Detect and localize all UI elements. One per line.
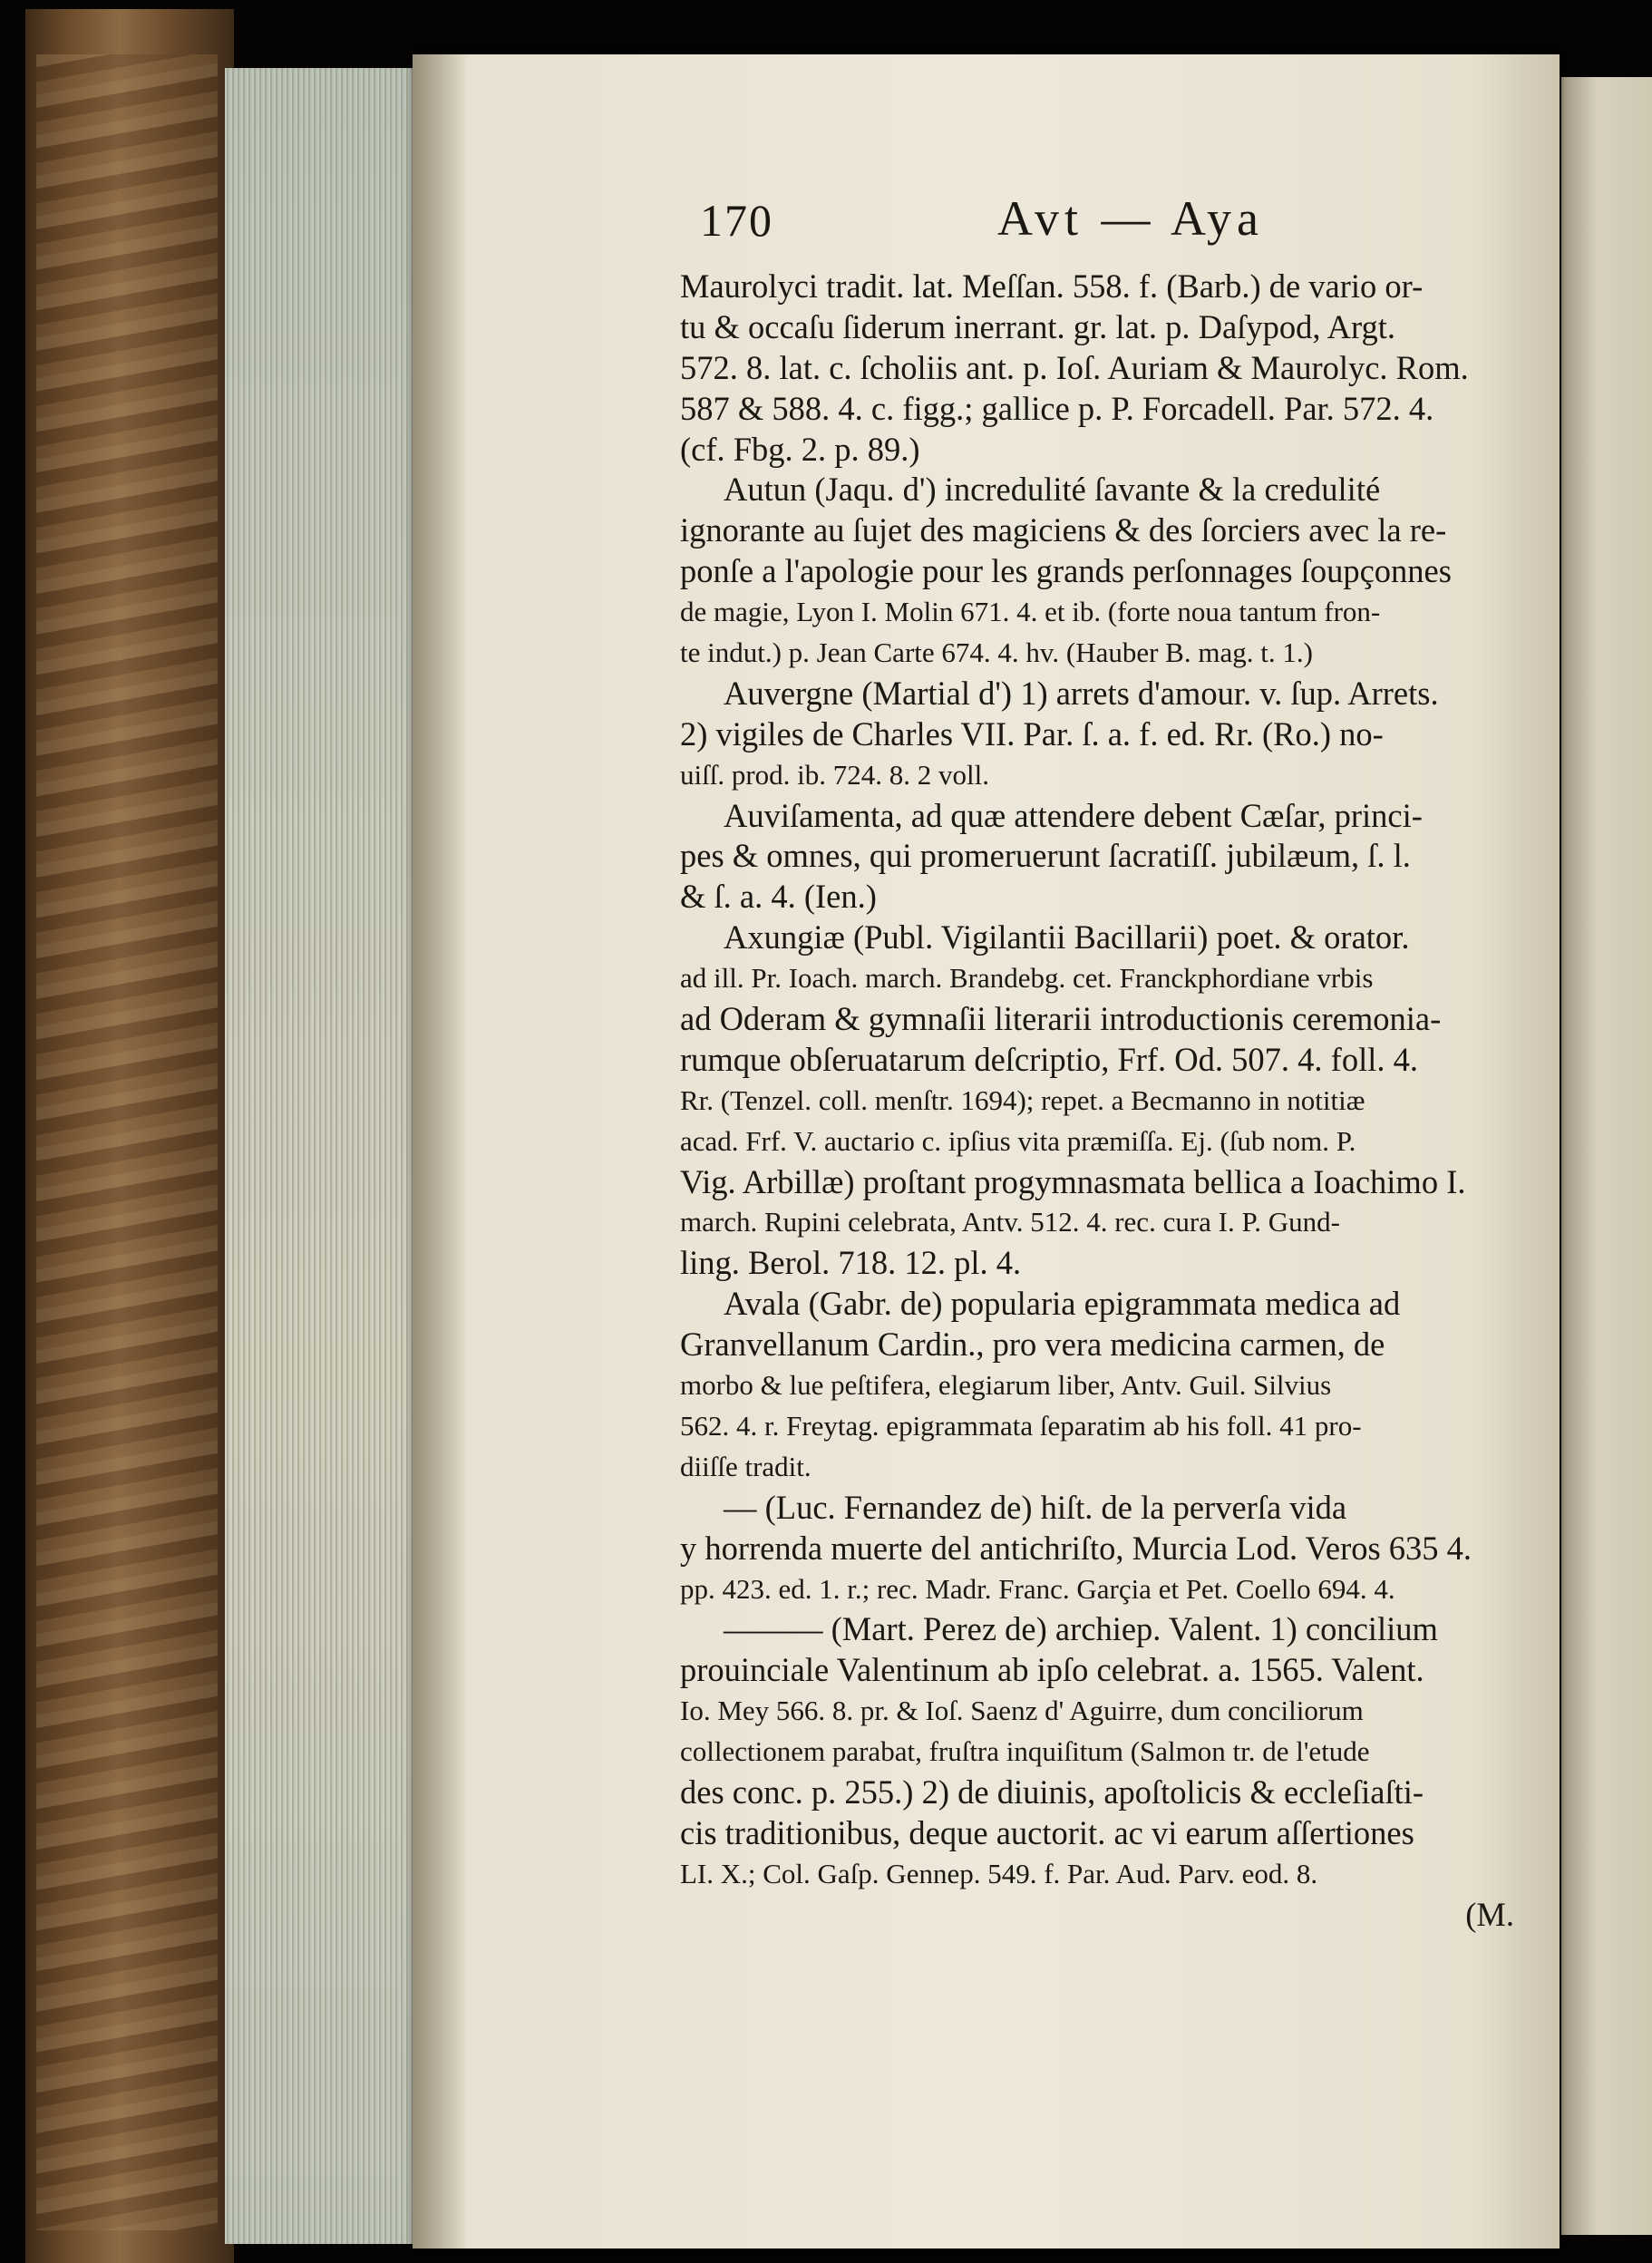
text-line: te indut.) p. Jean Carte 674. 4. hv. (Hauber B. mag. t. 1.) — [680, 636, 1313, 669]
entry-line: Autun (Jaqu. d') incredulité ſavante & la credulité — [724, 471, 1381, 509]
gutter-shadow — [413, 54, 467, 2248]
catchword: (M. — [1465, 1895, 1514, 1933]
text-line: de magie, Lyon I. Molin 671. 4. et ib. (forte noua tantum fron- — [680, 596, 1381, 628]
text-line: march. Rupini celebrata, Antv. 512. 4. rec. cura I. P. Gund- — [680, 1206, 1341, 1238]
entry-line: Auviſamenta, ad quæ attendere debent Cæſar, princi- — [724, 796, 1423, 834]
text-line: Vig. Arbillæ) proſtant progymnasmata bellica a Ioachimo I. — [680, 1162, 1466, 1200]
text-line: pp. 423. ed. 1. r.; rec. Madr. Franc. Garçia et Pet. Coello 694. 4. — [680, 1572, 1395, 1605]
text-line: des conc. p. 255.) 2) de diuinis, apoſtolicis & eccleſiaſti- — [680, 1773, 1424, 1811]
text-line: ad Oderam & gymnaſii literarii introductionis ceremonia- — [680, 1000, 1442, 1038]
page-text-block — [680, 181, 1541, 1936]
entry-line: Auvergne (Martial d') 1) arrets d'amour. v. ſup. Arrets. — [724, 674, 1439, 712]
text-line: 2) vigiles de Charles VII. Par. ſ. a. f. ed. Rr. (Ro.) no- — [680, 714, 1384, 753]
text-line: Io. Mey 566. 8. pr. & Ioſ. Saenz d' Aguirre, dum conciliorum — [680, 1695, 1364, 1727]
page-number: 170 — [700, 195, 773, 246]
text-line: y horrenda muerte del antichriſto, Murcia Lod. Veros 635 4. — [680, 1529, 1472, 1567]
text-line: cis traditionibus, deque auctorit. ac vi earum aſſertiones — [680, 1813, 1414, 1851]
text-line: Rr. (Tenzel. coll. menſtr. 1694); repet. a Becmanno in notitiæ — [680, 1083, 1365, 1116]
text-line: Maurolyci tradit. lat. Meſſan. 558. f. (Barb.) de vario or- — [680, 267, 1424, 305]
entry-line: Axungiæ (Publ. Vigilantii Bacillarii) poet. & orator. — [724, 918, 1410, 957]
text-line: morbo & lue peſtifera, elegiarum liber, Antv. Guil. Silvius — [680, 1369, 1332, 1402]
text-line: (cf. Fbg. 2. p. 89.) — [680, 430, 920, 468]
text-line: diiſſe tradit. — [680, 1450, 811, 1482]
text-line: 562. 4. r. Freytag. epigrammata ſeparatim ab his foll. 41 pro- — [680, 1409, 1362, 1442]
facing-page-edge — [1561, 77, 1652, 2235]
text-line: uiſſ. prod. ib. 724. 8. 2 voll. — [680, 758, 989, 791]
text-line: ling. Berol. 718. 12. pl. 4. — [680, 1244, 1022, 1282]
running-head: Avt — Aya — [997, 191, 1265, 246]
entry-line: — (Luc. Fernandez de) hiſt. de la perverſa vida — [724, 1488, 1347, 1526]
text-line: tu & occaſu ſiderum inerrant. gr. lat. p. Daſypod, Argt. — [680, 307, 1395, 345]
text-line: 572. 8. lat. c. ſcholiis ant. p. Ioſ. Auriam & Maurolyc. Rom. — [680, 348, 1469, 386]
text-line: 587 & 588. 4. c. figg.; gallice p. P. Forcadell. Par. 572. 4. — [680, 389, 1434, 427]
text-line: LI. X.; Col. Gaſp. Gennep. 549. f. Par. Aud. Parv. eod. 8. — [680, 1857, 1318, 1889]
text-line: ad ill. Pr. Ioach. march. Brandebg. cet. Franckphordiane vrbis — [680, 962, 1374, 995]
text-line: rumque obſeruatarum deſcriptio, Frf. Od. 507. 4. foll. 4. — [680, 1040, 1418, 1078]
text-line: acad. Frf. V. auctario c. ipſius vita præmiſſa. Ej. (ſub nom. P. — [680, 1124, 1356, 1157]
binding-marbling — [36, 54, 218, 2230]
text-line: prouinciale Valentinum ab ipſo celebrat. a. 1565. Valent. — [680, 1651, 1424, 1689]
text-line: Granvellanum Cardin., pro vera medicina carmen, de — [680, 1326, 1385, 1364]
text-line: ignorante au ſujet des magiciens & des ſorciers avec la re- — [680, 511, 1447, 549]
text-line: collectionem parabat, fruſtra inquiſitum (Salmon tr. de l'etude — [680, 1735, 1370, 1768]
entry-line: ——— (Mart. Perez de) archiep. Valent. 1) concilium — [724, 1610, 1438, 1648]
page-edges-tint — [225, 68, 417, 2244]
text-line: pes & omnes, qui promeruerunt ſacratiſſ. jubilæum, ſ. l. — [680, 837, 1411, 875]
page-header — [680, 181, 1541, 254]
text-line: & ſ. a. 4. (Ien.) — [680, 878, 877, 916]
entry-line: Avala (Gabr. de) popularia epigrammata medica ad — [724, 1285, 1401, 1323]
text-line: ponſe a l'apologie pour les grands perſonnages ſoupçonnes — [680, 552, 1452, 590]
